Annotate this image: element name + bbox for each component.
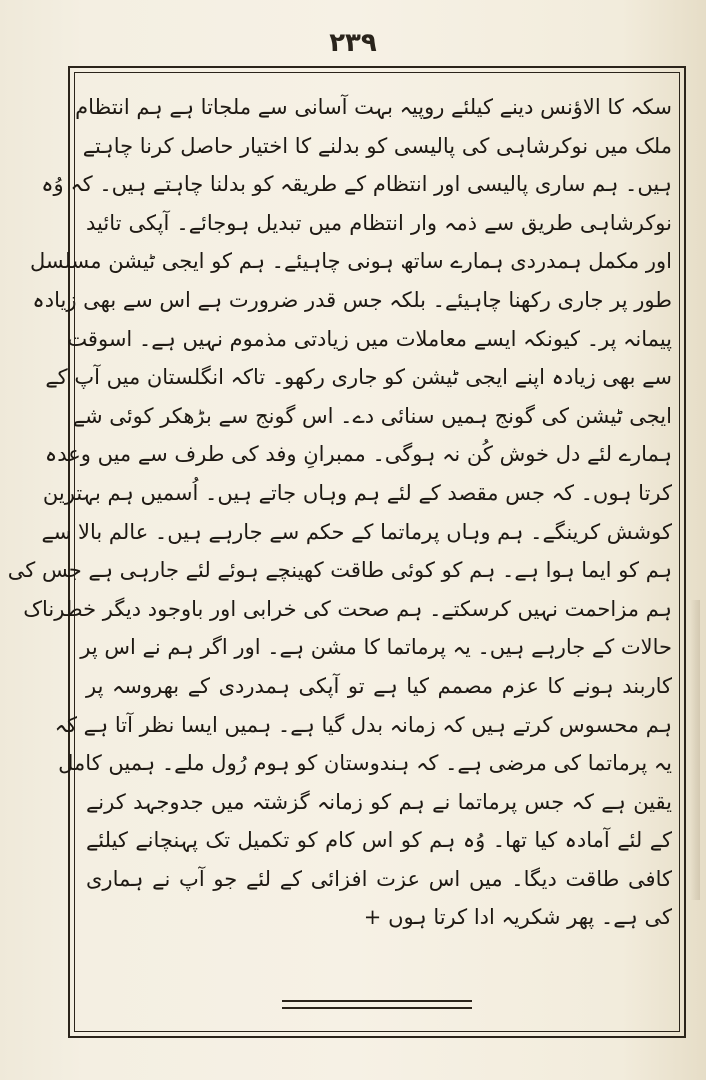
text-line: کافی طاقت دیگا۔ میں اس عزت افزائی کے لئے جو آپ نے ہماری — [86, 866, 672, 891]
text-line: ہم مزاحمت نہیں کرسکتے۔ ہم صحت کی خرابی اور باوجود دیگر خطرناک — [23, 596, 672, 621]
end-rule-top — [282, 1000, 472, 1002]
text-line: طور پر جاری رکھنا چاہیئے۔ بلکہ جس قدر ضرورت ہے اس سے بھی زیادہ — [32, 287, 672, 312]
end-rule-bottom — [282, 1007, 472, 1009]
text-line: یہ پرماتما کی مرضی ہے۔ کہ ہندوستان کو ہوم رُول ملے۔ ہمیں کامل — [58, 751, 672, 776]
text-line: ہیں۔ ہم ساری پالیسی اور انتظام کے طریقہ کو بدلنا چاہتے ہیں۔ کہ وُہ — [41, 172, 672, 197]
text-line: ہمارے لئے دل خوش کُن نہ ہوگی۔ ممبرانِ وفد کی طرف سے میں وعدہ — [44, 442, 672, 467]
text-line: ایجی ٹیشن کی گونج ہمیں سنائی دے۔ اس گونج سے بڑھکر کوئی شے — [72, 403, 672, 428]
page-edge-shadow — [690, 600, 700, 900]
text-line-last: کی ہے۔ پھر شکریہ ادا کرتا ہوں + — [363, 905, 672, 930]
text-line: پیمانہ پر۔ کیونکہ ایسے معاملات میں زیادتی مذموم نہیں ہے۔ اسوقت — [67, 326, 672, 351]
text-line: ہم کو ایما ہوا ہے۔ ہم کو کوئی طاقت کھینچے ہوئے لئے جارہی ہے جس کی — [7, 558, 672, 583]
text-line: نوکرشاہی طریق سے ذمہ وار انتظام میں تبدیل ہوجائے۔ آپکی تائید — [86, 210, 672, 235]
text-line: حالات کے جارہے ہیں۔ یہ پرماتما کا مشن ہے۔ اور اگر ہم نے اس پر — [80, 635, 672, 660]
text-line: ملک میں نوکرشاہی کی پالیسی کو بدلنے کا اختیار حاصل کرنا چاہتے — [82, 133, 672, 158]
text-line: کوشش کرینگے۔ ہم وہاں پرماتما کے حکم سے جارہے ہیں۔ عالم بالا سے — [41, 519, 672, 544]
text-line: کرتا ہوں۔ کہ جس مقصد کے لئے ہم وہاں جاتے ہیں۔ اُسمیں ہم بہترین — [42, 480, 672, 505]
body-text — [7, 88, 672, 937]
text-line: ہم محسوس کرتے ہیں کہ زمانہ بدل گیا ہے۔ ہمیں ایسا نظر آتا ہے کہ — [54, 712, 672, 737]
text-line: اور مکمل ہمدردی ہمارے ساتھ ہونی چاہیئے۔ ہم کو ایجی ٹیشن مسلسل — [29, 249, 672, 274]
page-number: ۲۳۹ — [329, 28, 377, 58]
text-line: سے بھی زیادہ اپنے ایجی ٹیشن کو جاری رکھو۔ تاکہ انگلستان میں آپ کے — [45, 365, 672, 390]
text-line: سکہ کا الاؤنس دینے کیلئے روپیہ بہت آسانی سے ملجاتا ہے ہم انتظام — [75, 95, 672, 119]
text-line: یقین ہے کہ جس پرماتما نے ہم کو زمانہ گزشتہ میں جدوجہد کرنے — [86, 789, 672, 814]
text-line: کے لئے آمادہ کیا تھا۔ وُہ ہم کو اس کام کو تکمیل تک پہنچانے کیلئے — [86, 828, 672, 853]
text-line: کاربند ہونے کا عزم مصمم کیا ہے تو آپکی ہمدردی کے بھروسہ پر — [86, 673, 672, 698]
